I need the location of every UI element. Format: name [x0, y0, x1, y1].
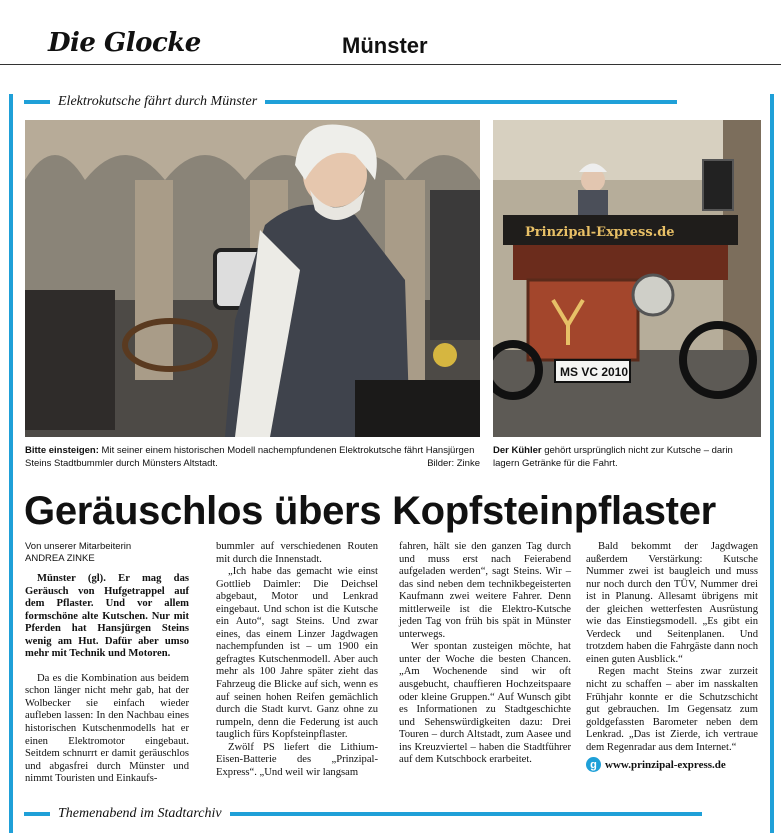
col3-paragraph-1: fahren, hält sie den ganzen Tag durch und muss erst nach Feierabend aufgeladen werden“, sagt Steins. Wir – das sind neben dem technikbegeisterten Kaufmann zwei weitere Fahrer. Denn mittlerweile ist die Elektro-Kutsche jeden Tag von früh bis spät in Münster unterwegs.	[399, 541, 571, 640]
col2-paragraph-2: „Ich habe das gemacht wie einst Gottlieb Daimler: Die Deichsel abgebaut, Motor und Lenkrad eingebaut. Und schon ist die Kutsche ein Auto“, sagt Steins. Und zwar eines, das einem Linzer Jagdwagen nachempfunden ist – um 1900 ein gefragtes Kutschenmodell. Aber auch mehr als 100 Jahre später zieht das Fahrzeug die Blicke auf sich, wenn es auf seinen hohen Reifen gemächlich durch die Stadt kurvt. Ganz ohne zu rumpeln, denn die Federung ist auch tauglich fürs Kopfsteinpflaster.	[216, 566, 378, 741]
byline-line2: ANDREA ZINKE	[25, 553, 95, 564]
lead-paragraph: Münster (gl). Er mag das Geräusch von Hufgetrappel auf dem Pflaster. Und vor allem formschöne alte Kutschen. Nur mit Pferden hat Hansjürgen Steins wenig am Hut. Dafür aber umso mehr mit Technik und Motoren.	[25, 573, 189, 660]
photo-left-image	[25, 120, 480, 437]
column-4	[586, 541, 758, 772]
caption-right-lead: Der Kühler	[493, 445, 542, 456]
next-kicker-text: Themenabend im Stadtarchiv	[58, 806, 222, 821]
website-link[interactable]	[586, 757, 758, 772]
col2-paragraph-1: bummler auf verschiedenen Routen mit durch die Innenstadt.	[216, 541, 378, 565]
column-3	[399, 541, 571, 767]
column-1	[25, 541, 189, 786]
masthead-logo: Die Glocke	[48, 28, 201, 58]
article-kicker	[24, 94, 677, 110]
photo-left	[25, 120, 480, 437]
col3-paragraph-2: Wer spontan zusteigen möchte, hat unter der Woche die besten Chancen. „Am Wochenende sind wir oft ausgebucht, chauffieren Hochzeitspaare oder kleine Gruppen.“ Auf Wunsch gibt es Informationen zu Stadtgeschichte und Sehenswürdigkeiten dazu: Drei Touren – durch Altstadt, zum Aasee und ins Kreuzviertel – haben die Stadtführer auf dem Kutschbock erarbeitet.	[399, 641, 571, 766]
headline: Geräuschlos übers Kopfsteinpflaster	[24, 489, 716, 533]
photo-right-image	[493, 120, 761, 437]
frame-right	[770, 94, 774, 833]
caption-right	[493, 444, 761, 470]
frame-left	[9, 94, 13, 833]
photo-credit: Bilder: Zinke	[427, 458, 480, 469]
website-icon: g	[586, 757, 601, 772]
caption-left-text: Mit seiner einem historischen Modell nachempfundenen Elektrokutsche fährt Hansjürgen Steins Stadtbummler durch Münsters Altstadt.	[25, 445, 475, 469]
col2-paragraph-3: Zwölf PS liefert die Lithium-Eisen-Batterie des „Prinzipal-Express“. „Und weil wir langsam	[216, 741, 378, 778]
col1-paragraph: Da es die Kombination aus beidem schon länger nicht mehr gab, hat der Wolbecker sie einfach wieder aufleben lassen: In den Nachbau eines historischen Kutschenmodells hat er einen Elektromotor eingebaut. Seitdem schnurrt er damit geräuschlos und abgasfrei durch Münster und nimmt Touristen und Einkaufs-	[25, 672, 189, 785]
caption-left-lead: Bitte einsteigen:	[25, 445, 99, 456]
kicker-text: Elektrokutsche fährt durch Münster	[58, 94, 258, 109]
header-rule	[0, 64, 781, 65]
caption-right-text: gehört ursprünglich nicht zur Kutsche – darin lagern Getränke für die Fahrt.	[493, 445, 733, 469]
photo-right	[493, 120, 761, 437]
col4-paragraph-2: Regen macht Steins zwar zurzeit nicht zu schaffen – aber im nasskalten Frühjahr konnte er die Schutzschicht gut gebrauchen. Im Gegensatz zum goldgefassten Barometer neben dem Lenkrad. „Das ist Zierde, ich vertraue dem Regenradar aus dem Internet.“	[586, 666, 758, 753]
caption-left	[25, 444, 480, 470]
column-2	[216, 541, 378, 779]
sign-text: Prinzipal-Express.de	[525, 225, 675, 240]
website-url[interactable]: www.prinzipal-express.de	[605, 758, 726, 771]
section-title: Münster	[342, 33, 428, 58]
byline-line1: Von unserer Mitarbeiterin	[25, 541, 132, 552]
plate-text: MS VC 2010	[560, 365, 629, 379]
col4-paragraph-1: Bald bekommt der Jagdwagen außerdem Verstärkung: Kutsche Nummer zwei ist baugleich und muss nur noch durch den TÜV, Nummer drei ist in Planung. Allesamt übrigens mit der gleichen wetterfesten Ausrüstung wie das Einstiegsmodell. „Es gibt ein Verdeck und Seitenplanen. Und trotzdem haben die Fahrgäste dann noch einen guten Ausblick.“	[586, 541, 758, 665]
next-article-kicker	[24, 806, 702, 822]
